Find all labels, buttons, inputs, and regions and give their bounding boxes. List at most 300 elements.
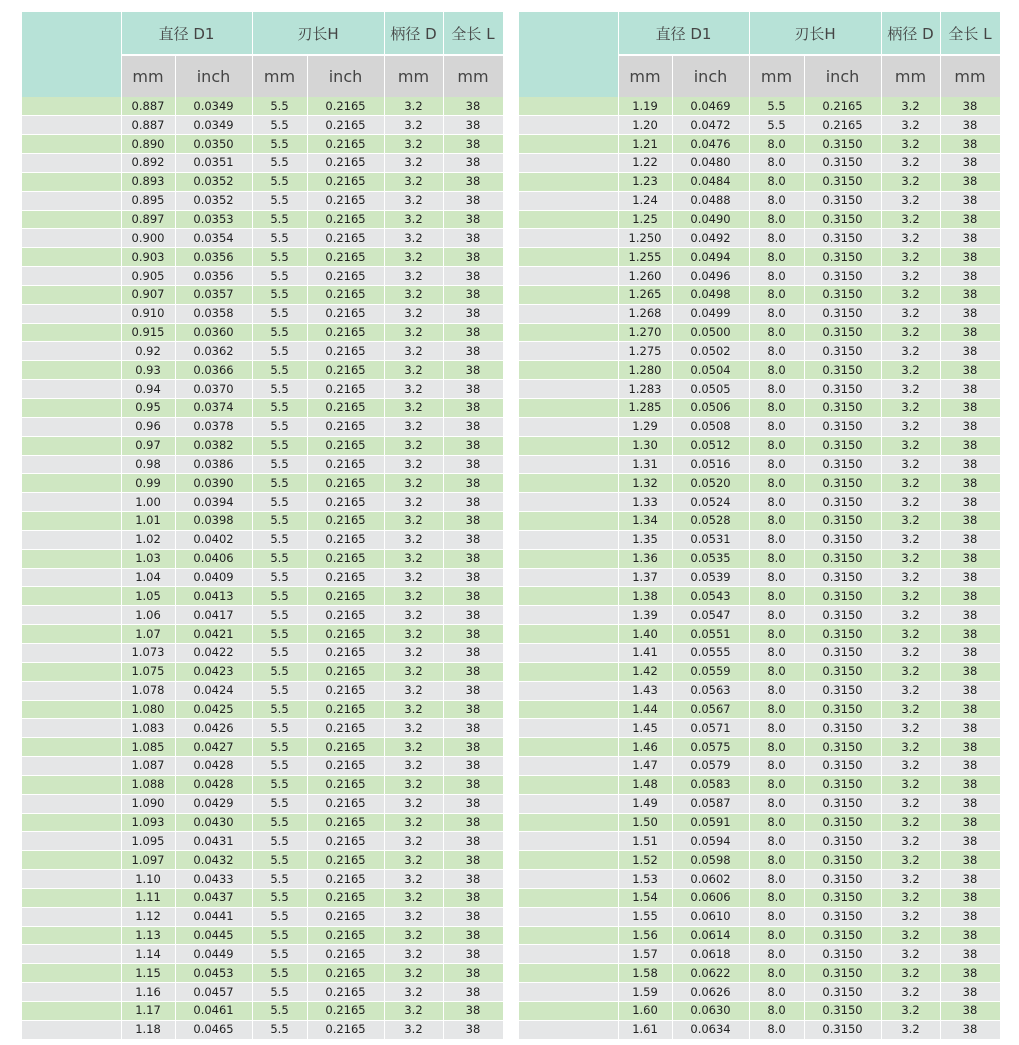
shank-mm-cell: 3.2 bbox=[384, 1020, 443, 1039]
table-row bbox=[22, 512, 503, 531]
shank-mm-cell: 3.2 bbox=[881, 512, 940, 531]
flute-inch-cell: 0.3150 bbox=[804, 719, 881, 738]
diameter-inch-cell: 0.0358 bbox=[175, 304, 252, 323]
table-row bbox=[519, 342, 1000, 361]
table-row bbox=[22, 493, 503, 512]
table-row bbox=[22, 775, 503, 794]
table-row bbox=[519, 662, 1000, 681]
flute-inch-cell: 0.3150 bbox=[804, 794, 881, 813]
flute-mm-cell: 5.5 bbox=[252, 964, 307, 983]
row-label-cell bbox=[519, 342, 618, 361]
diameter-inch-cell: 0.0587 bbox=[672, 794, 749, 813]
shank-mm-cell: 3.2 bbox=[881, 926, 940, 945]
row-label-cell bbox=[22, 587, 121, 606]
diameter-inch-cell: 0.0622 bbox=[672, 964, 749, 983]
flute-inch-cell: 0.3150 bbox=[804, 512, 881, 531]
flute-inch-cell: 0.3150 bbox=[804, 851, 881, 870]
diameter-inch-cell: 0.0356 bbox=[175, 248, 252, 267]
diameter-mm-cell: 1.55 bbox=[618, 907, 672, 926]
table-row bbox=[519, 568, 1000, 587]
table-row bbox=[22, 191, 503, 210]
row-label-cell bbox=[22, 719, 121, 738]
flute-inch-cell: 0.2165 bbox=[307, 399, 384, 418]
flute-mm-cell: 8.0 bbox=[749, 210, 804, 229]
flute-inch-cell: 0.2165 bbox=[307, 512, 384, 531]
flute-mm-cell: 5.5 bbox=[252, 738, 307, 757]
diameter-mm-cell: 1.16 bbox=[121, 983, 175, 1002]
table-row bbox=[519, 700, 1000, 719]
row-label-cell bbox=[22, 549, 121, 568]
flute-inch-cell: 0.3150 bbox=[804, 191, 881, 210]
flute-inch-cell: 0.2165 bbox=[307, 154, 384, 173]
table-row bbox=[519, 455, 1000, 474]
row-label-cell bbox=[22, 210, 121, 229]
diameter-mm-cell: 1.250 bbox=[618, 229, 672, 248]
shank-mm-cell: 3.2 bbox=[384, 455, 443, 474]
table-row bbox=[519, 493, 1000, 512]
diameter-inch-cell: 0.0433 bbox=[175, 870, 252, 889]
diameter-inch-cell: 0.0630 bbox=[672, 1002, 749, 1021]
flute-inch-cell: 0.2165 bbox=[307, 342, 384, 361]
length-mm-cell: 38 bbox=[443, 172, 503, 191]
table-row bbox=[22, 851, 503, 870]
diameter-inch-cell: 0.0498 bbox=[672, 285, 749, 304]
diameter-mm-cell: 0.903 bbox=[121, 248, 175, 267]
row-label-cell bbox=[519, 738, 618, 757]
diameter-inch-cell: 0.0427 bbox=[175, 738, 252, 757]
diameter-mm-cell: 1.075 bbox=[121, 662, 175, 681]
diameter-mm-cell: 1.39 bbox=[618, 606, 672, 625]
flute-inch-cell: 0.2165 bbox=[307, 361, 384, 380]
flute-inch-cell: 0.3150 bbox=[804, 681, 881, 700]
flute-inch-cell: 0.2165 bbox=[307, 926, 384, 945]
flute-mm-cell: 8.0 bbox=[749, 493, 804, 512]
diameter-mm-cell: 1.23 bbox=[618, 172, 672, 191]
table-row bbox=[519, 417, 1000, 436]
diameter-inch-cell: 0.0480 bbox=[672, 154, 749, 173]
table-row bbox=[519, 380, 1000, 399]
shank-mm-cell: 3.2 bbox=[881, 417, 940, 436]
diameter-mm-cell: 1.49 bbox=[618, 794, 672, 813]
flute-inch-cell: 0.2165 bbox=[307, 304, 384, 323]
table-row bbox=[22, 945, 503, 964]
flute-mm-cell: 8.0 bbox=[749, 888, 804, 907]
shank-mm-cell: 3.2 bbox=[881, 210, 940, 229]
shank-mm-cell: 3.2 bbox=[881, 587, 940, 606]
row-label-cell bbox=[22, 738, 121, 757]
row-label-cell bbox=[22, 512, 121, 531]
shank-mm-cell: 3.2 bbox=[384, 738, 443, 757]
length-mm-cell: 38 bbox=[940, 587, 1000, 606]
flute-inch-cell: 0.3150 bbox=[804, 587, 881, 606]
table-row bbox=[22, 361, 503, 380]
table-row bbox=[22, 983, 503, 1002]
diameter-inch-cell: 0.0516 bbox=[672, 455, 749, 474]
flute-inch-cell: 0.3150 bbox=[804, 625, 881, 644]
diameter-mm-cell: 1.285 bbox=[618, 399, 672, 418]
flute-inch-cell: 0.2165 bbox=[804, 116, 881, 135]
length-mm-cell: 38 bbox=[443, 643, 503, 662]
diameter-inch-cell: 0.0413 bbox=[175, 587, 252, 606]
length-mm-cell: 38 bbox=[443, 700, 503, 719]
row-label-cell bbox=[519, 436, 618, 455]
table-row bbox=[22, 154, 503, 173]
diameter-inch-cell: 0.0626 bbox=[672, 983, 749, 1002]
flute-inch-cell: 0.2165 bbox=[307, 606, 384, 625]
length-mm-cell: 38 bbox=[443, 229, 503, 248]
shank-mm-cell: 3.2 bbox=[384, 983, 443, 1002]
diameter-inch-cell: 0.0555 bbox=[672, 643, 749, 662]
row-label-cell bbox=[22, 399, 121, 418]
diameter-mm-cell: 1.58 bbox=[618, 964, 672, 983]
diameter-mm-cell: 1.44 bbox=[618, 700, 672, 719]
diameter-mm-cell: 1.01 bbox=[121, 512, 175, 531]
diameter-inch-cell: 0.0500 bbox=[672, 323, 749, 342]
unit-d-mm: mm bbox=[384, 55, 443, 97]
length-mm-cell: 38 bbox=[443, 719, 503, 738]
flute-mm-cell: 5.5 bbox=[252, 775, 307, 794]
diameter-inch-cell: 0.0429 bbox=[175, 794, 252, 813]
diameter-mm-cell: 1.260 bbox=[618, 267, 672, 286]
table-row bbox=[519, 474, 1000, 493]
flute-mm-cell: 8.0 bbox=[749, 681, 804, 700]
shank-mm-cell: 3.2 bbox=[384, 775, 443, 794]
row-label-cell bbox=[22, 493, 121, 512]
flute-inch-cell: 0.3150 bbox=[804, 342, 881, 361]
row-label-cell bbox=[519, 172, 618, 191]
header-flute-length-h: 刃长H bbox=[252, 12, 384, 55]
diameter-mm-cell: 0.893 bbox=[121, 172, 175, 191]
diameter-inch-cell: 0.0563 bbox=[672, 681, 749, 700]
diameter-inch-cell: 0.0602 bbox=[672, 870, 749, 889]
shank-mm-cell: 3.2 bbox=[881, 323, 940, 342]
flute-mm-cell: 5.5 bbox=[252, 681, 307, 700]
flute-inch-cell: 0.3150 bbox=[804, 888, 881, 907]
diameter-inch-cell: 0.0476 bbox=[672, 135, 749, 154]
diameter-inch-cell: 0.0591 bbox=[672, 813, 749, 832]
flute-mm-cell: 8.0 bbox=[749, 323, 804, 342]
diameter-mm-cell: 1.12 bbox=[121, 907, 175, 926]
table-row bbox=[519, 97, 1000, 116]
row-label-cell bbox=[22, 267, 121, 286]
diameter-inch-cell: 0.0594 bbox=[672, 832, 749, 851]
flute-mm-cell: 5.5 bbox=[252, 285, 307, 304]
row-label-cell bbox=[22, 530, 121, 549]
diameter-inch-cell: 0.0551 bbox=[672, 625, 749, 644]
diameter-mm-cell: 1.31 bbox=[618, 455, 672, 474]
diameter-inch-cell: 0.0457 bbox=[175, 983, 252, 1002]
diameter-inch-cell: 0.0349 bbox=[175, 97, 252, 116]
row-label-cell bbox=[22, 681, 121, 700]
shank-mm-cell: 3.2 bbox=[384, 625, 443, 644]
table-row bbox=[519, 361, 1000, 380]
length-mm-cell: 38 bbox=[443, 549, 503, 568]
flute-inch-cell: 0.3150 bbox=[804, 549, 881, 568]
diameter-inch-cell: 0.0461 bbox=[175, 1002, 252, 1021]
diameter-mm-cell: 0.92 bbox=[121, 342, 175, 361]
length-mm-cell: 38 bbox=[940, 229, 1000, 248]
table-row bbox=[519, 738, 1000, 757]
table-row bbox=[519, 757, 1000, 776]
flute-inch-cell: 0.2165 bbox=[307, 662, 384, 681]
diameter-inch-cell: 0.0528 bbox=[672, 512, 749, 531]
table-row bbox=[519, 530, 1000, 549]
flute-inch-cell: 0.2165 bbox=[307, 474, 384, 493]
table-row bbox=[519, 832, 1000, 851]
flute-inch-cell: 0.3150 bbox=[804, 606, 881, 625]
diameter-mm-cell: 1.52 bbox=[618, 851, 672, 870]
table-row bbox=[22, 417, 503, 436]
diameter-inch-cell: 0.0351 bbox=[175, 154, 252, 173]
unit-h-inch: inch bbox=[307, 55, 384, 97]
table-row bbox=[22, 549, 503, 568]
table-row bbox=[22, 794, 503, 813]
flute-inch-cell: 0.2165 bbox=[307, 625, 384, 644]
length-mm-cell: 38 bbox=[443, 794, 503, 813]
diameter-inch-cell: 0.0430 bbox=[175, 813, 252, 832]
length-mm-cell: 38 bbox=[940, 493, 1000, 512]
flute-mm-cell: 8.0 bbox=[749, 964, 804, 983]
diameter-inch-cell: 0.0504 bbox=[672, 361, 749, 380]
table-row bbox=[22, 399, 503, 418]
length-mm-cell: 38 bbox=[940, 757, 1000, 776]
diameter-mm-cell: 1.085 bbox=[121, 738, 175, 757]
row-label-cell bbox=[519, 719, 618, 738]
diameter-inch-cell: 0.0492 bbox=[672, 229, 749, 248]
flute-mm-cell: 8.0 bbox=[749, 172, 804, 191]
shank-mm-cell: 3.2 bbox=[881, 191, 940, 210]
row-label-cell bbox=[519, 813, 618, 832]
shank-mm-cell: 3.2 bbox=[881, 832, 940, 851]
shank-mm-cell: 3.2 bbox=[384, 512, 443, 531]
flute-mm-cell: 5.5 bbox=[252, 851, 307, 870]
table-row bbox=[22, 267, 503, 286]
shank-mm-cell: 3.2 bbox=[881, 870, 940, 889]
flute-inch-cell: 0.3150 bbox=[804, 1002, 881, 1021]
length-mm-cell: 38 bbox=[940, 210, 1000, 229]
length-mm-cell: 38 bbox=[443, 775, 503, 794]
flute-mm-cell: 8.0 bbox=[749, 794, 804, 813]
flute-mm-cell: 5.5 bbox=[252, 191, 307, 210]
row-label-cell bbox=[519, 775, 618, 794]
diameter-inch-cell: 0.0512 bbox=[672, 436, 749, 455]
flute-mm-cell: 5.5 bbox=[252, 116, 307, 135]
flute-inch-cell: 0.2165 bbox=[307, 813, 384, 832]
flute-mm-cell: 8.0 bbox=[749, 813, 804, 832]
diameter-inch-cell: 0.0598 bbox=[672, 851, 749, 870]
length-mm-cell: 38 bbox=[443, 135, 503, 154]
diameter-inch-cell: 0.0445 bbox=[175, 926, 252, 945]
row-label-cell bbox=[519, 135, 618, 154]
shank-mm-cell: 3.2 bbox=[881, 1020, 940, 1039]
diameter-mm-cell: 1.54 bbox=[618, 888, 672, 907]
shank-mm-cell: 3.2 bbox=[881, 97, 940, 116]
flute-mm-cell: 8.0 bbox=[749, 851, 804, 870]
unit-h-inch: inch bbox=[804, 55, 881, 97]
length-mm-cell: 38 bbox=[940, 907, 1000, 926]
table-row bbox=[519, 888, 1000, 907]
diameter-mm-cell: 1.48 bbox=[618, 775, 672, 794]
shank-mm-cell: 3.2 bbox=[881, 643, 940, 662]
flute-mm-cell: 5.5 bbox=[252, 342, 307, 361]
length-mm-cell: 38 bbox=[940, 436, 1000, 455]
row-label-cell bbox=[22, 870, 121, 889]
shank-mm-cell: 3.2 bbox=[881, 285, 940, 304]
flute-mm-cell: 8.0 bbox=[749, 248, 804, 267]
diameter-mm-cell: 1.04 bbox=[121, 568, 175, 587]
table-row bbox=[519, 643, 1000, 662]
row-label-cell bbox=[519, 681, 618, 700]
length-mm-cell: 38 bbox=[443, 907, 503, 926]
length-mm-cell: 38 bbox=[940, 512, 1000, 531]
shank-mm-cell: 3.2 bbox=[881, 700, 940, 719]
diameter-mm-cell: 0.905 bbox=[121, 267, 175, 286]
flute-mm-cell: 5.5 bbox=[252, 380, 307, 399]
shank-mm-cell: 3.2 bbox=[881, 794, 940, 813]
shank-mm-cell: 3.2 bbox=[384, 267, 443, 286]
row-label-cell bbox=[22, 285, 121, 304]
shank-mm-cell: 3.2 bbox=[881, 964, 940, 983]
flute-inch-cell: 0.3150 bbox=[804, 983, 881, 1002]
length-mm-cell: 38 bbox=[940, 380, 1000, 399]
length-mm-cell: 38 bbox=[443, 210, 503, 229]
diameter-inch-cell: 0.0352 bbox=[175, 172, 252, 191]
table-row bbox=[22, 135, 503, 154]
header-overall-length-l: 全长 L bbox=[940, 12, 1000, 55]
row-label-cell bbox=[519, 530, 618, 549]
unit-h-mm: mm bbox=[749, 55, 804, 97]
diameter-inch-cell: 0.0362 bbox=[175, 342, 252, 361]
diameter-mm-cell: 1.078 bbox=[121, 681, 175, 700]
diameter-mm-cell: 1.093 bbox=[121, 813, 175, 832]
diameter-inch-cell: 0.0484 bbox=[672, 172, 749, 191]
row-label-cell bbox=[22, 775, 121, 794]
flute-inch-cell: 0.3150 bbox=[804, 738, 881, 757]
table-row bbox=[22, 530, 503, 549]
diameter-mm-cell: 1.53 bbox=[618, 870, 672, 889]
row-label-cell bbox=[22, 964, 121, 983]
table-row bbox=[22, 813, 503, 832]
row-label-cell bbox=[519, 757, 618, 776]
table-row bbox=[519, 606, 1000, 625]
flute-mm-cell: 8.0 bbox=[749, 191, 804, 210]
table-row bbox=[22, 210, 503, 229]
table-row bbox=[22, 700, 503, 719]
length-mm-cell: 38 bbox=[940, 681, 1000, 700]
diameter-mm-cell: 1.15 bbox=[121, 964, 175, 983]
diameter-mm-cell: 0.915 bbox=[121, 323, 175, 342]
flute-inch-cell: 0.2165 bbox=[307, 738, 384, 757]
shank-mm-cell: 3.2 bbox=[881, 888, 940, 907]
diameter-mm-cell: 1.268 bbox=[618, 304, 672, 323]
diameter-inch-cell: 0.0490 bbox=[672, 210, 749, 229]
diameter-mm-cell: 1.088 bbox=[121, 775, 175, 794]
table-row bbox=[519, 775, 1000, 794]
flute-inch-cell: 0.2165 bbox=[307, 493, 384, 512]
row-label-cell bbox=[519, 267, 618, 286]
flute-mm-cell: 8.0 bbox=[749, 983, 804, 1002]
diameter-mm-cell: 1.45 bbox=[618, 719, 672, 738]
flute-mm-cell: 5.5 bbox=[252, 549, 307, 568]
flute-mm-cell: 8.0 bbox=[749, 361, 804, 380]
diameter-mm-cell: 1.11 bbox=[121, 888, 175, 907]
row-label-cell bbox=[22, 945, 121, 964]
length-mm-cell: 38 bbox=[940, 813, 1000, 832]
table-row bbox=[519, 512, 1000, 531]
diameter-inch-cell: 0.0505 bbox=[672, 380, 749, 399]
row-label-cell bbox=[519, 154, 618, 173]
shank-mm-cell: 3.2 bbox=[384, 851, 443, 870]
shank-mm-cell: 3.2 bbox=[881, 775, 940, 794]
flute-mm-cell: 5.5 bbox=[252, 757, 307, 776]
length-mm-cell: 38 bbox=[443, 926, 503, 945]
table-row bbox=[22, 587, 503, 606]
length-mm-cell: 38 bbox=[443, 285, 503, 304]
flute-inch-cell: 0.2165 bbox=[307, 549, 384, 568]
unit-d-mm: mm bbox=[881, 55, 940, 97]
flute-mm-cell: 5.5 bbox=[252, 455, 307, 474]
shank-mm-cell: 3.2 bbox=[881, 342, 940, 361]
flute-inch-cell: 0.2165 bbox=[307, 116, 384, 135]
table-row bbox=[519, 1020, 1000, 1039]
table-row bbox=[22, 625, 503, 644]
table-row bbox=[22, 568, 503, 587]
flute-mm-cell: 8.0 bbox=[749, 907, 804, 926]
flute-mm-cell: 5.5 bbox=[252, 719, 307, 738]
row-label-cell bbox=[519, 1002, 618, 1021]
length-mm-cell: 38 bbox=[443, 1002, 503, 1021]
row-label-cell bbox=[22, 436, 121, 455]
diameter-inch-cell: 0.0571 bbox=[672, 719, 749, 738]
length-mm-cell: 38 bbox=[443, 738, 503, 757]
length-mm-cell: 38 bbox=[940, 606, 1000, 625]
diameter-inch-cell: 0.0409 bbox=[175, 568, 252, 587]
shank-mm-cell: 3.2 bbox=[384, 248, 443, 267]
table-row bbox=[22, 436, 503, 455]
shank-mm-cell: 3.2 bbox=[881, 361, 940, 380]
diameter-mm-cell: 1.34 bbox=[618, 512, 672, 531]
diameter-mm-cell: 1.32 bbox=[618, 474, 672, 493]
flute-mm-cell: 5.5 bbox=[252, 662, 307, 681]
flute-mm-cell: 5.5 bbox=[252, 700, 307, 719]
diameter-inch-cell: 0.0417 bbox=[175, 606, 252, 625]
diameter-mm-cell: 1.37 bbox=[618, 568, 672, 587]
table-row bbox=[22, 248, 503, 267]
row-label-cell bbox=[519, 399, 618, 418]
length-mm-cell: 38 bbox=[443, 983, 503, 1002]
shank-mm-cell: 3.2 bbox=[881, 757, 940, 776]
shank-mm-cell: 3.2 bbox=[881, 719, 940, 738]
flute-mm-cell: 5.5 bbox=[252, 945, 307, 964]
flute-inch-cell: 0.2165 bbox=[307, 135, 384, 154]
unit-d1-inch: inch bbox=[672, 55, 749, 97]
diameter-inch-cell: 0.0374 bbox=[175, 399, 252, 418]
diameter-mm-cell: 1.56 bbox=[618, 926, 672, 945]
shank-mm-cell: 3.2 bbox=[384, 399, 443, 418]
length-mm-cell: 38 bbox=[940, 832, 1000, 851]
flute-inch-cell: 0.2165 bbox=[307, 323, 384, 342]
length-mm-cell: 38 bbox=[443, 662, 503, 681]
row-label-cell bbox=[519, 907, 618, 926]
flute-mm-cell: 8.0 bbox=[749, 700, 804, 719]
flute-mm-cell: 8.0 bbox=[749, 267, 804, 286]
flute-mm-cell: 5.5 bbox=[252, 606, 307, 625]
length-mm-cell: 38 bbox=[940, 172, 1000, 191]
flute-inch-cell: 0.3150 bbox=[804, 210, 881, 229]
diameter-mm-cell: 0.96 bbox=[121, 417, 175, 436]
length-mm-cell: 38 bbox=[443, 417, 503, 436]
table-row bbox=[519, 248, 1000, 267]
